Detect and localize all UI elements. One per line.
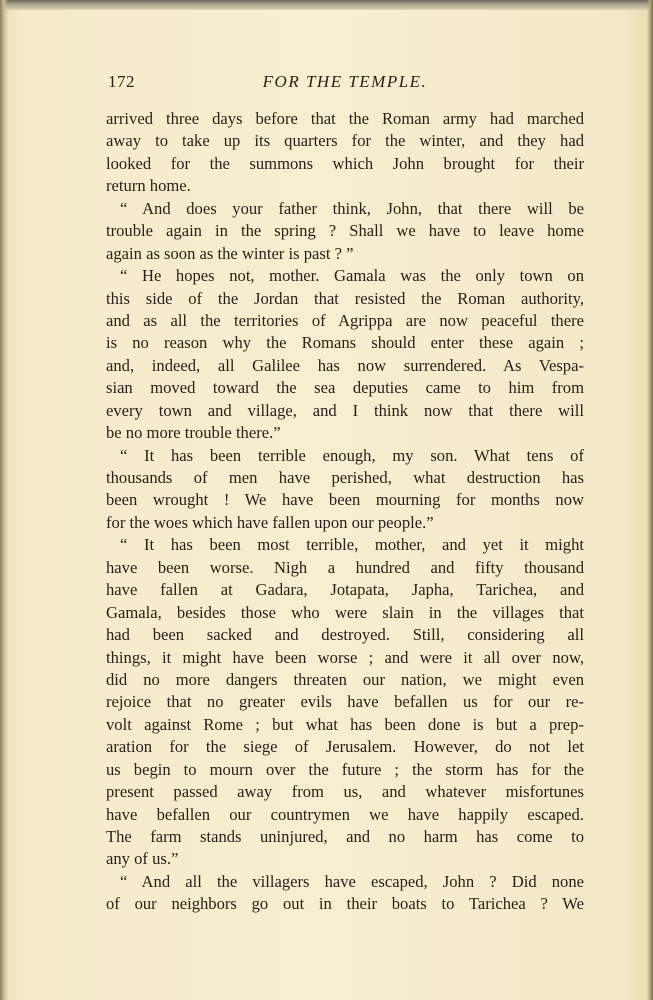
- page-outer-edge: [647, 0, 653, 1000]
- text-line: “ And does your father think, John, that there will be: [120, 198, 584, 218]
- text-line: every town and village, and I think now that there will: [106, 400, 584, 420]
- text-line: away to take up its quarters for the winter, and they had: [106, 131, 584, 151]
- text-line: “ He hopes not, mother. Gamala was the only town on: [120, 266, 584, 286]
- text-line: arrived three days before that the Roman army had marched: [106, 109, 584, 128]
- text-line: this side of the Jordan that resisted the Roman authority,: [106, 288, 584, 308]
- running-head: FOR THE TEMPLE.: [262, 72, 428, 91]
- page-binding-edge: [0, 0, 8, 1000]
- text-line: aration for the siege of Jerusalem. However, do not let: [106, 737, 584, 757]
- text-line: and, indeed, all Galilee has now surrendered. As Vespa-: [106, 355, 584, 375]
- text-line: of our neighbors go out in their boats to Tarichea ? We: [106, 894, 584, 914]
- text-line: is no reason why the Romans should enter these again ;: [106, 333, 584, 353]
- text-line: for the woes which have fallen upon our people.”: [106, 512, 434, 532]
- text-line: “ It has been most terrible, mother, and yet it might: [120, 535, 584, 555]
- text-line: us begin to mourn over the future ; the storm has for the: [106, 759, 584, 779]
- text-line: return home.: [106, 176, 191, 196]
- text-line: sian moved toward the sea deputies came to him from: [106, 378, 584, 398]
- text-line: any of us.”: [106, 849, 179, 869]
- text-line: have fallen at Gadara, Jotapata, Japha, Tarichea, and: [106, 580, 584, 600]
- text-line: again as soon as the winter is past ? ”: [106, 243, 354, 263]
- text-line: did no more dangers threaten our nation, we might even: [106, 669, 584, 689]
- text-line: trouble again in the spring ? Shall we have to leave home: [106, 221, 584, 241]
- page-top-edge: [0, 0, 653, 10]
- text-line: present passed away from us, and whatever misfortunes: [106, 782, 584, 802]
- text-line: “ And all the villagers have escaped, John ? Did none: [120, 871, 584, 891]
- text-line: “ It has been terrible enough, my son. What tens of: [120, 445, 584, 465]
- text-line: had been sacked and destroyed. Still, considering all: [106, 625, 584, 645]
- text-line: Gamala, besides those who were slain in the villages that: [106, 602, 584, 622]
- text-line: be no more trouble there.”: [106, 423, 281, 443]
- text-line: volt against Rome ; but what has been done is but a prep-: [106, 714, 584, 734]
- text-line: been wrought ! We have been mourning for months now: [106, 490, 584, 510]
- text-line: The farm stands uninjured, and no harm has come to: [106, 827, 584, 846]
- text-line: have befallen our countrymen we have happily escaped.: [106, 804, 584, 824]
- text-line: rejoice that no greater evils have befallen us for our re-: [106, 692, 584, 712]
- text-line: thousands of men have perished, what destruction has: [106, 468, 584, 487]
- page-header: [106, 72, 584, 96]
- page-number: 172: [108, 72, 135, 91]
- body-text: [106, 108, 584, 916]
- text-line: have been worse. Nigh a hundred and fifty thousand: [106, 557, 584, 577]
- text-line: and as all the territories of Agrippa are now peaceful there: [106, 310, 584, 330]
- text-line: things, it might have been worse ; and were it all over now,: [106, 647, 584, 667]
- text-line: looked for the summons which John brought for their: [106, 153, 584, 173]
